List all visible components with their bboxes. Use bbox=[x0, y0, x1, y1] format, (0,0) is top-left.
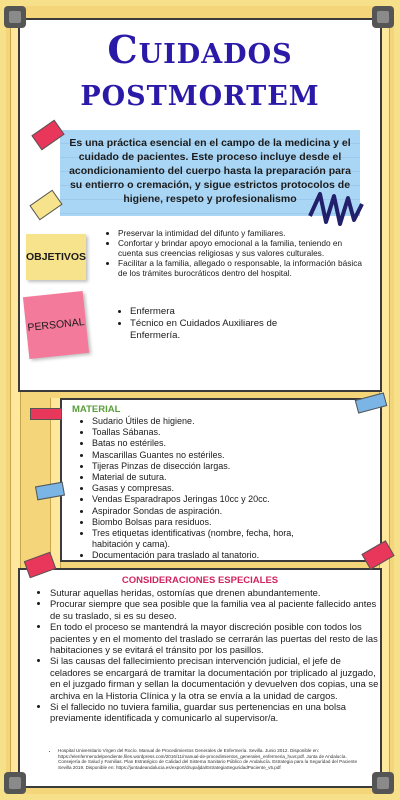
tape-red-material bbox=[30, 408, 62, 420]
personal-note bbox=[23, 291, 89, 359]
personal-list bbox=[116, 306, 310, 342]
list-item: • Si el fallecido no tuviera familia, guardar sus pertenencias en una bolsa previamente identificada y comunicarlo al supervisor/a. bbox=[50, 701, 380, 724]
corner-top-left bbox=[4, 6, 26, 28]
list-item: • Documentación para traslado al tanatorio. bbox=[92, 550, 324, 561]
title-line-1: Cuidados bbox=[107, 27, 293, 72]
corner-bottom-left bbox=[4, 772, 26, 794]
list-item: • Toallas Sábanas. bbox=[92, 427, 324, 438]
list-item: • Gasas y compresas. bbox=[92, 483, 324, 494]
list-item: • Batas no estériles. bbox=[92, 438, 324, 449]
list-item: • Técnico en Cuidados Auxiliares de Enfermería. bbox=[130, 318, 310, 342]
references bbox=[44, 748, 370, 770]
squiggle-decoration bbox=[306, 186, 366, 230]
list-item: • Mascarillas Guantes no estériles. bbox=[92, 450, 324, 461]
list-item: • Aspirador Sondas de aspiración. bbox=[92, 506, 324, 517]
list-item: • Tijeras Pinzas de disección largas. bbox=[92, 461, 324, 472]
list-item: • Sudario Útiles de higiene. bbox=[92, 416, 324, 427]
personal-label: PERSONAL bbox=[26, 316, 86, 334]
reference-text: • Hospital Universitario Virgen del Rocío. Manual de Procedimientos Generales de Enfermería. Sevilla. Junio 2012. Disponible en: https://elenfermerodelpendiente.files.wordpress.com/2016/11/manual-de-procedimientos_generales_enfermeria_huvr.pdf. Junta de Andalucía. Consejería de Salud y Familias. Plan Estratégico de Calidad del Sistema Sanitario Público de Andalucía. Estrategia para la Seguridad del Paciente Sevilla 2019. Disponible en: https://juntadeandalucia.es/export/drupaljda/EstrategiaSeguridadPaciente_v5.pdf bbox=[58, 748, 370, 770]
material-title: MATERIAL bbox=[72, 404, 121, 415]
material-list bbox=[78, 416, 324, 562]
list-item: • Tres etiquetas identificativas (nombre, fecha, hora, habitación y cama). bbox=[92, 528, 324, 550]
list-item: • Facilitar a la familia, allegado o responsable, la información básica de los trámites burocráticos dentro del hospital. bbox=[118, 258, 368, 278]
intro-text: Es una práctica esencial en el campo de la medicina y el cuidado de pacientes. Este proceso incluye desde el acondicionamiento del cuerpo hasta la preparación para su entierro o cremación, y sigue estrictos protocolos de higiene, respeto y profesionalismo bbox=[60, 130, 360, 216]
corner-top-right bbox=[372, 6, 394, 28]
list-item: • Biombo Bolsas para residuos. bbox=[92, 517, 324, 528]
list-item: • Si las causas del fallecimiento precisan intervención judicial, el jefe de celadores se encargará de tramitar la documentación por triplicado al juzgado, en el juzgado firman y sellan la documentación y devuelven dos copias, una se archiva en la Historia Clínica y la otra se envía a la unidad de cargos. bbox=[50, 655, 380, 701]
objetivos-note bbox=[26, 234, 86, 280]
list-item: • Suturar aquellas heridas, ostomías que drenen abundantemente. bbox=[50, 587, 380, 598]
list-item: • Material de sutura. bbox=[92, 472, 324, 483]
list-item: • Enfermera bbox=[130, 306, 310, 318]
corner-bottom-right bbox=[372, 772, 394, 794]
title-line-2: postmortem bbox=[80, 69, 320, 114]
objetivos-list bbox=[104, 228, 368, 278]
objetivos-label: OBJETIVOS bbox=[25, 251, 87, 263]
list-item: • Vendas Esparadrapos Jeringas 10cc y 20cc. bbox=[92, 494, 324, 505]
list-item: • Preservar la intimidad del difunto y familiares. bbox=[118, 228, 368, 238]
list-item: • En todo el proceso se mantendrá la mayor discreción posible con todos los pacientes y en el momento del traslado se cerrarán las puertas del resto de las habitaciones y se evitará el tránsito por los pasillos. bbox=[50, 621, 380, 655]
list-item: • Procurar siempre que sea posible que la familia vea al paciente fallecido antes de su traslado, si es su deseo. bbox=[50, 598, 380, 621]
list-item: • Confortar y brindar apoyo emocional a la familia, teniendo en cuenta sus creencias religiosas y sus valores culturales. bbox=[118, 238, 368, 258]
consideraciones-list bbox=[36, 587, 380, 724]
consideraciones-title: CONSIDERACIONES ESPECIALES bbox=[121, 575, 279, 586]
